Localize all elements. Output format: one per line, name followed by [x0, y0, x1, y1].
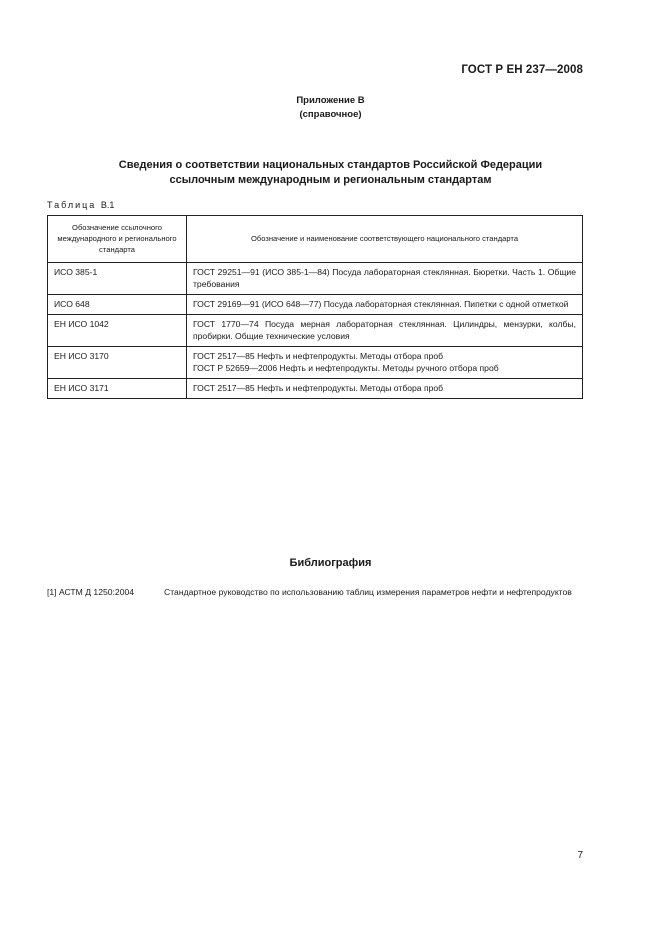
- appendix-subtitle: (справочное): [299, 109, 362, 120]
- reference-standard-cell: ЕН ИСО 3170: [48, 347, 187, 379]
- reference-standard-cell: ЕН ИСО 3171: [48, 379, 187, 399]
- appendix-heading: [0, 94, 661, 122]
- table-caption-number: В.1: [100, 200, 115, 210]
- section-title-line-1: Сведения о соответствии национальных стандартов Российской Федерации: [118, 159, 543, 171]
- column-header-national: Обозначение и наименование соответствующего национального стандарта: [187, 216, 583, 263]
- bibliography-title: Библиография: [289, 557, 372, 569]
- national-standard-cell: ГОСТ 1770—74 Посуда мерная лабораторная стеклянная. Цилиндры, мензурки, колбы, пробирки. Общие технические условия: [187, 315, 583, 347]
- table-row: [48, 347, 583, 379]
- national-standard-line: ГОСТ 2517—85 Нефть и нефтепродукты. Методы отбора проб: [193, 351, 444, 361]
- table-caption-prefix: Таблица: [47, 200, 97, 210]
- correspondence-table: [47, 215, 583, 399]
- national-standard-cell: ГОСТ 29169—91 (ИСО 648—77) Посуда лабораторная стеклянная. Пипетки с одной отметкой: [187, 295, 583, 315]
- reference-standard-cell: ИСО 385-1: [48, 263, 187, 295]
- bibliography-reference: [1] АСТМ Д 1250:2004: [47, 587, 135, 597]
- national-standard-cell: [187, 347, 583, 379]
- bibliography-entry: [47, 586, 583, 598]
- bibliography-text: Стандартное руководство по использованию таблиц измерения параметров нефти и нефтепродуктов: [164, 587, 572, 597]
- national-standard-cell: ГОСТ 2517—85 Нефть и нефтепродукты. Методы отбора проб: [187, 379, 583, 399]
- table-caption: [47, 200, 114, 210]
- table-row: [48, 295, 583, 315]
- reference-standard-cell: ЕН ИСО 1042: [48, 315, 187, 347]
- document-code: ГОСТ Р ЕН 237—2008: [461, 64, 583, 76]
- table-row: [48, 315, 583, 347]
- national-standard-line: ГОСТ Р 52659—2006 Нефть и нефтепродукты. Методы ручного отбора проб: [193, 363, 499, 373]
- reference-standard-cell: ИСО 648: [48, 295, 187, 315]
- table-header-row: [48, 216, 583, 263]
- table-row: [48, 379, 583, 399]
- appendix-title: Приложение В: [296, 95, 365, 106]
- national-standard-cell: ГОСТ 29251—91 (ИСО 385-1—84) Посуда лабораторная стеклянная. Бюретки. Часть 1. Общие требования: [187, 263, 583, 295]
- column-header-reference: Обозначение ссылочного международного и регионального стандарта: [48, 216, 187, 263]
- section-title: [0, 158, 661, 188]
- section-title-line-2: ссылочным международным и региональным стандартам: [169, 174, 492, 186]
- table-row: [48, 263, 583, 295]
- page-number: 7: [577, 850, 583, 861]
